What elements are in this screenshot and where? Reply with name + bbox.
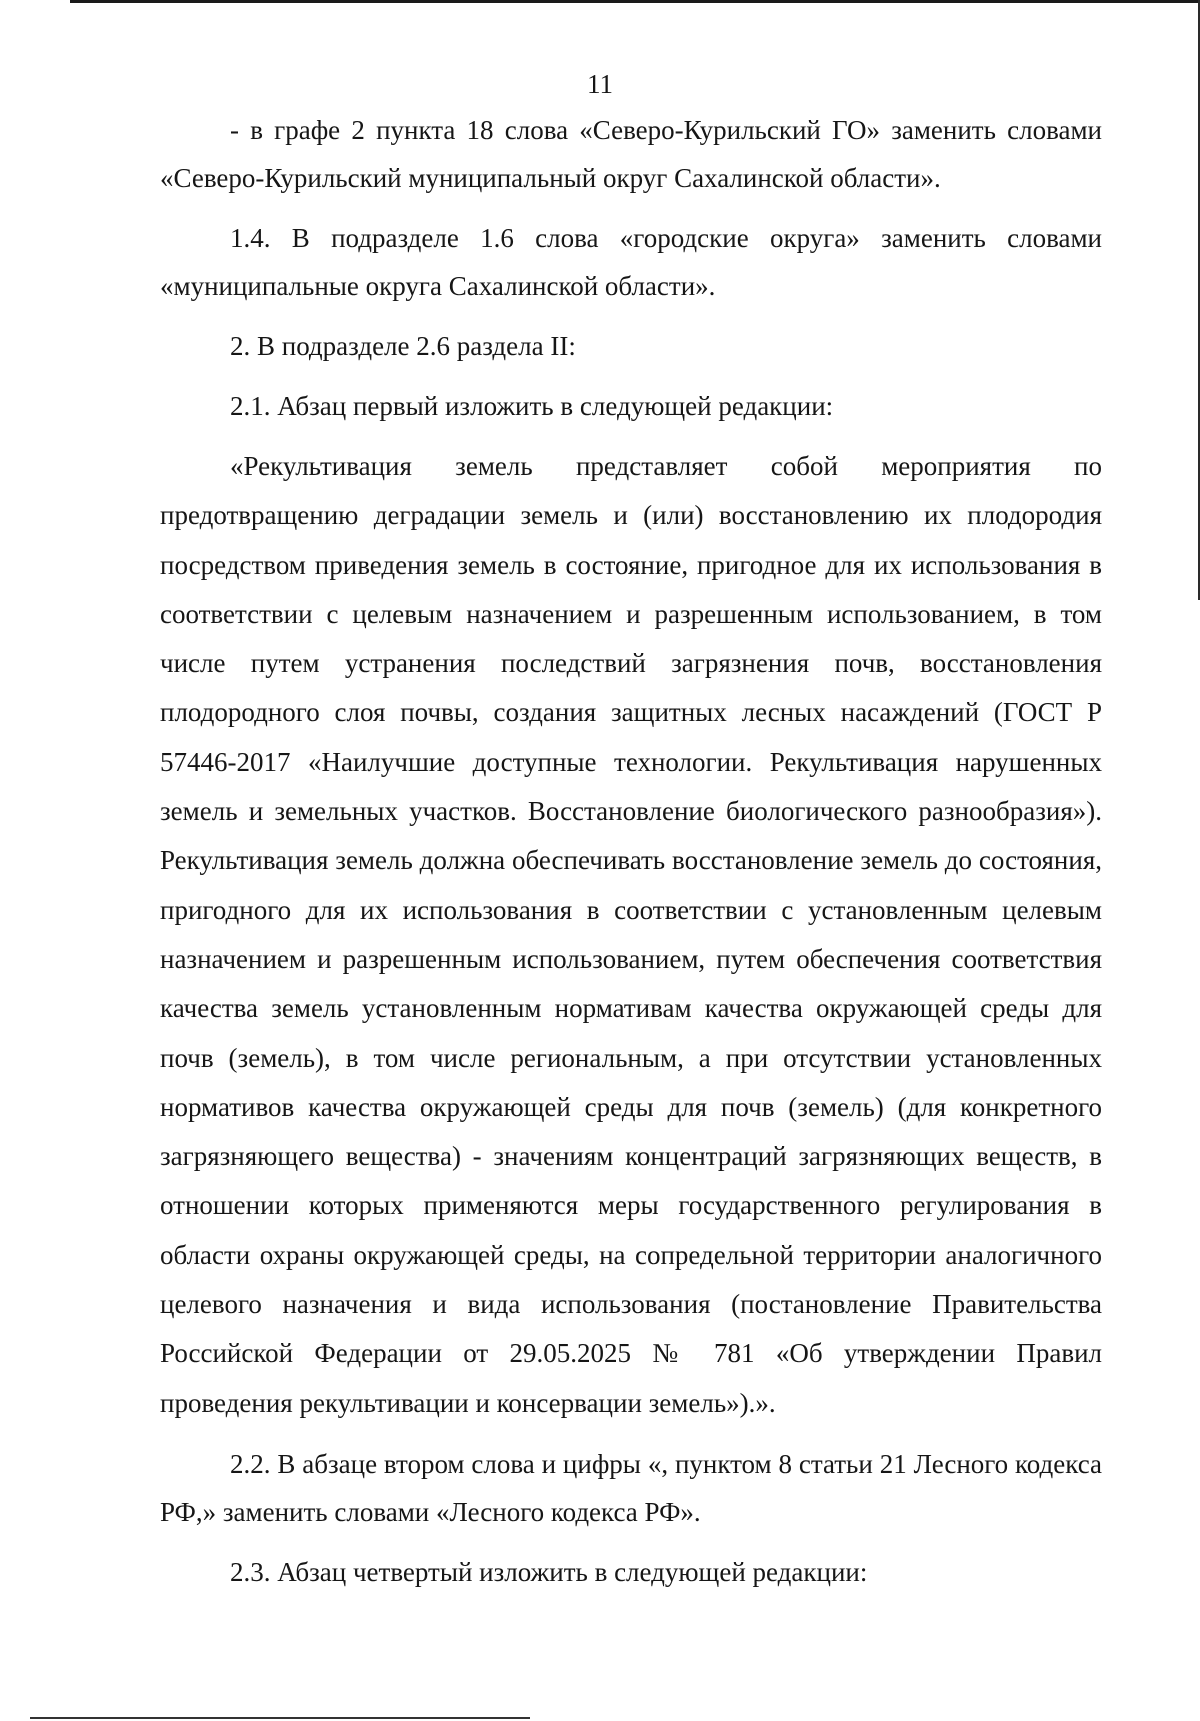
scan-edge-bottom bbox=[30, 1717, 530, 1719]
page-number: 11 bbox=[587, 69, 613, 99]
scan-edge-top bbox=[70, 0, 1200, 3]
paragraph-1-4: 1.4. В подразделе 1.6 слова «городские округа» заменить словами «муниципальные округа Сахалинской области». bbox=[160, 223, 1102, 301]
document-body bbox=[160, 106, 1102, 1596]
paragraph-2-1: 2.1. Абзац первый изложить в следующей редакции: bbox=[230, 391, 834, 421]
paragraph-recultivation-definition: «Рекультивация земель представляет собой мероприятия по предотвращению деградации земель и (или) восстановлению их плодородия посредством приведения земель в состояние, пригодное для их использования в соответствии с целевым назначением и разрешенным использованием, в том числе путем устранения последствий загрязнения почв, восстановления плодородного слоя почвы, создания защитных лесных насаждений (ГОСТ Р 57446-2017 «Наилучшие доступные технологии. Рекультивация нарушенных земель и земельных участков. Восстановление биологического разнообразия»). Рекультивация земель должна обеспечивать восстановление земель до состояния, пригодного для их использования в соответствии с установленным целевым назначением и разрешенным использованием, путем обеспечения соответствия качества земель установленным нормативам качества окружающей среды для почв (земель), в том числе региональным, а при отсутствии установленных нормативов качества окружающей среды для почв (земель) (для конкретного загрязняющего вещества) - значениям концентраций загрязняющих веществ, в отношении которых применяются меры государственного регулирования в области охраны окружающей среды, на сопредельной территории аналогичного целевого назначения и вида использования (постановление Правительства Российской Федерации от 29.05.2025 № 781 «Об утверждении Правил проведения рекультивации и консервации земель»).». bbox=[160, 451, 1102, 1418]
paragraph-2: 2. В подразделе 2.6 раздела II: bbox=[230, 331, 576, 361]
paragraph-2-3: 2.3. Абзац четвертый изложить в следующей редакции: bbox=[230, 1556, 868, 1587]
paragraph-2-2: 2.2. В абзаце втором слова и цифры «, пунктом 8 статьи 21 Лесного кодекса РФ,» заменить словами «Лесного кодекса РФ». bbox=[160, 1448, 1102, 1527]
paragraph-item-replace-north-kuril: - в графе 2 пункта 18 слова «Северо-Курильский ГО» заменить словами «Северо-Курильский муниципальный округ Сахалинской области». bbox=[160, 115, 1102, 193]
